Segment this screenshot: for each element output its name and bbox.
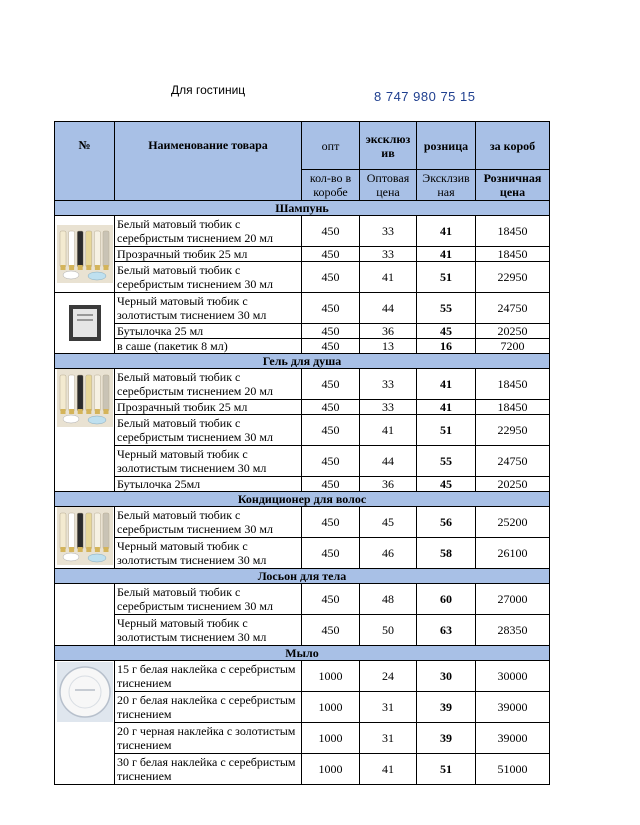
- box-price: 18450: [476, 247, 550, 262]
- exclusive-price: 63: [417, 615, 476, 646]
- qty-per-box: 450: [302, 415, 360, 446]
- table-row: [55, 754, 550, 785]
- wholesale-price: 13: [360, 339, 417, 354]
- page-title: Для гостиниц: [171, 83, 246, 97]
- exclusive-price: 41: [417, 400, 476, 415]
- wholesale-price: 36: [360, 324, 417, 339]
- exclusive-price: 60: [417, 584, 476, 615]
- box-price: 27000: [476, 584, 550, 615]
- product-name: 30 г белая наклейка с серебристым тиснением: [115, 754, 302, 785]
- image-cell: [55, 293, 115, 354]
- image-cell: [55, 584, 115, 646]
- section-title: Шампунь: [55, 201, 550, 216]
- qty-per-box: 1000: [302, 754, 360, 785]
- soap-photo: [57, 661, 113, 723]
- exclusive-price: 45: [417, 324, 476, 339]
- wholesale-price: 45: [360, 507, 417, 538]
- wholesale-price: 33: [360, 216, 417, 247]
- section-title: Лосьон для тела: [55, 569, 550, 584]
- image-cell: [55, 661, 115, 785]
- table-row: [55, 324, 550, 339]
- box-price: 22950: [476, 415, 550, 446]
- section-header: [55, 492, 550, 507]
- table-row: [55, 507, 550, 538]
- exclusive-price: 58: [417, 538, 476, 569]
- box-price: 26100: [476, 538, 550, 569]
- box-price: 51000: [476, 754, 550, 785]
- product-name: Бутылочка 25 мл: [115, 324, 302, 339]
- box-price: 28350: [476, 615, 550, 646]
- product-photo: [57, 225, 113, 283]
- exclusive-price: 51: [417, 415, 476, 446]
- box-price: 30000: [476, 661, 550, 692]
- box-price: 25200: [476, 507, 550, 538]
- col-box: за короб: [476, 122, 550, 170]
- phone-number: 8 747 980 75 15: [374, 89, 476, 104]
- qty-per-box: 1000: [302, 661, 360, 692]
- table-row: [55, 538, 550, 569]
- col-name: Наименование товара: [115, 122, 302, 201]
- table-row: [55, 584, 550, 615]
- product-name: Черный матовый тюбик с золотистым тиснением 30 мл: [115, 538, 302, 569]
- wholesale-price: 44: [360, 446, 417, 477]
- wholesale-price: 50: [360, 615, 417, 646]
- qty-per-box: 450: [302, 216, 360, 247]
- wholesale-price: 44: [360, 293, 417, 324]
- product-name: в саше (пакетик 8 мл): [115, 339, 302, 354]
- table-row: [55, 415, 550, 446]
- col-opt: опт: [302, 122, 360, 170]
- exclusive-price: 39: [417, 692, 476, 723]
- table-row: [55, 369, 550, 400]
- box-price: 24750: [476, 293, 550, 324]
- exclusive-price: 55: [417, 446, 476, 477]
- product-name: Черный матовый тюбик с золотистым тиснением 30 мл: [115, 446, 302, 477]
- box-price: 18450: [476, 369, 550, 400]
- wholesale-price: 36: [360, 477, 417, 492]
- col-excl-price: Эксклзив ная: [417, 170, 476, 201]
- product-name: 20 г белая наклейка с серебристым тиснением: [115, 692, 302, 723]
- qty-per-box: 450: [302, 400, 360, 415]
- exclusive-price: 45: [417, 477, 476, 492]
- product-name: Белый матовый тюбик с серебристым тиснением 30 мл: [115, 262, 302, 293]
- qty-per-box: 450: [302, 538, 360, 569]
- header-row: [55, 122, 550, 170]
- table-row: [55, 293, 550, 324]
- exclusive-price: 16: [417, 339, 476, 354]
- qty-per-box: 450: [302, 584, 360, 615]
- qty-per-box: 450: [302, 446, 360, 477]
- box-price: 18450: [476, 400, 550, 415]
- table-row: [55, 661, 550, 692]
- product-name: Черный матовый тюбик с золотистым тиснением 30 мл: [115, 293, 302, 324]
- wholesale-price: 41: [360, 262, 417, 293]
- wholesale-price: 33: [360, 247, 417, 262]
- product-name: Белый матовый тюбик с серебристым тиснением 30 мл: [115, 507, 302, 538]
- qty-per-box: 450: [302, 507, 360, 538]
- col-qty: кол-во в коробе: [302, 170, 360, 201]
- wholesale-price: 41: [360, 754, 417, 785]
- image-cell: [55, 216, 115, 293]
- exclusive-price: 41: [417, 216, 476, 247]
- exclusive-price: 51: [417, 754, 476, 785]
- exclusive-price: 51: [417, 262, 476, 293]
- qty-per-box: 450: [302, 293, 360, 324]
- wholesale-price: 33: [360, 369, 417, 400]
- product-name: Белый матовый тюбик с серебристым тиснением 30 мл: [115, 415, 302, 446]
- col-excl: эксклюз ив: [360, 122, 417, 170]
- section-header: [55, 201, 550, 216]
- image-cell: [55, 507, 115, 569]
- col-retail: розница: [417, 122, 476, 170]
- table-row: [55, 723, 550, 754]
- exclusive-price: 30: [417, 661, 476, 692]
- qty-per-box: 450: [302, 615, 360, 646]
- exclusive-price: 41: [417, 369, 476, 400]
- table-row: [55, 692, 550, 723]
- section-header: [55, 569, 550, 584]
- qty-per-box: 450: [302, 247, 360, 262]
- price-table: [54, 121, 550, 785]
- table-row: [55, 446, 550, 477]
- table-row: [55, 216, 550, 247]
- box-price: 20250: [476, 477, 550, 492]
- product-name: 15 г белая наклейка с серебристым тиснением: [115, 661, 302, 692]
- product-name: Белый матовый тюбик с серебристым тиснением 20 мл: [115, 216, 302, 247]
- col-no: №: [55, 122, 115, 201]
- wholesale-price: 46: [360, 538, 417, 569]
- section-title: Гель для душа: [55, 354, 550, 369]
- qty-per-box: 450: [302, 262, 360, 293]
- section-title: Мыло: [55, 646, 550, 661]
- product-name: Черный матовый тюбик с золотистым тиснением 30 мл: [115, 615, 302, 646]
- table-row: [55, 247, 550, 262]
- box-price: 39000: [476, 723, 550, 754]
- box-price: 24750: [476, 446, 550, 477]
- product-photo: [57, 369, 113, 427]
- qty-per-box: 450: [302, 339, 360, 354]
- table-row: [55, 262, 550, 293]
- exclusive-price: 55: [417, 293, 476, 324]
- section-header: [55, 646, 550, 661]
- product-name: 20 г черная наклейка с золотистым тиснением: [115, 723, 302, 754]
- product-name: Прозрачный тюбик 25 мл: [115, 247, 302, 262]
- table-row: [55, 339, 550, 354]
- box-price: 20250: [476, 324, 550, 339]
- box-price: 22950: [476, 262, 550, 293]
- product-photo: [57, 507, 113, 565]
- qty-per-box: 450: [302, 324, 360, 339]
- wholesale-price: 41: [360, 415, 417, 446]
- wholesale-price: 31: [360, 692, 417, 723]
- product-name: Прозрачный тюбик 25 мл: [115, 400, 302, 415]
- wholesale-price: 31: [360, 723, 417, 754]
- product-name: Белый матовый тюбик с серебристым тиснением 20 мл: [115, 369, 302, 400]
- box-price: 39000: [476, 692, 550, 723]
- wholesale-price: 48: [360, 584, 417, 615]
- product-name: Бутылочка 25мл: [115, 477, 302, 492]
- exclusive-price: 41: [417, 247, 476, 262]
- qty-per-box: 450: [302, 369, 360, 400]
- table-row: [55, 477, 550, 492]
- table-row: [55, 615, 550, 646]
- image-cell: [55, 369, 115, 492]
- qty-per-box: 1000: [302, 723, 360, 754]
- col-wholesale-price: Оптовая цена: [360, 170, 417, 201]
- product-name: Белый матовый тюбик с серебристым тиснением 30 мл: [115, 584, 302, 615]
- table-row: [55, 400, 550, 415]
- qty-per-box: 450: [302, 477, 360, 492]
- qty-per-box: 1000: [302, 692, 360, 723]
- section-title: Кондиционер для волос: [55, 492, 550, 507]
- box-price: 7200: [476, 339, 550, 354]
- exclusive-price: 39: [417, 723, 476, 754]
- section-header: [55, 354, 550, 369]
- exclusive-price: 56: [417, 507, 476, 538]
- col-retail-price: Розничная цена: [476, 170, 550, 201]
- wholesale-price: 24: [360, 661, 417, 692]
- sachet-photo: [68, 304, 102, 342]
- wholesale-price: 33: [360, 400, 417, 415]
- box-price: 18450: [476, 216, 550, 247]
